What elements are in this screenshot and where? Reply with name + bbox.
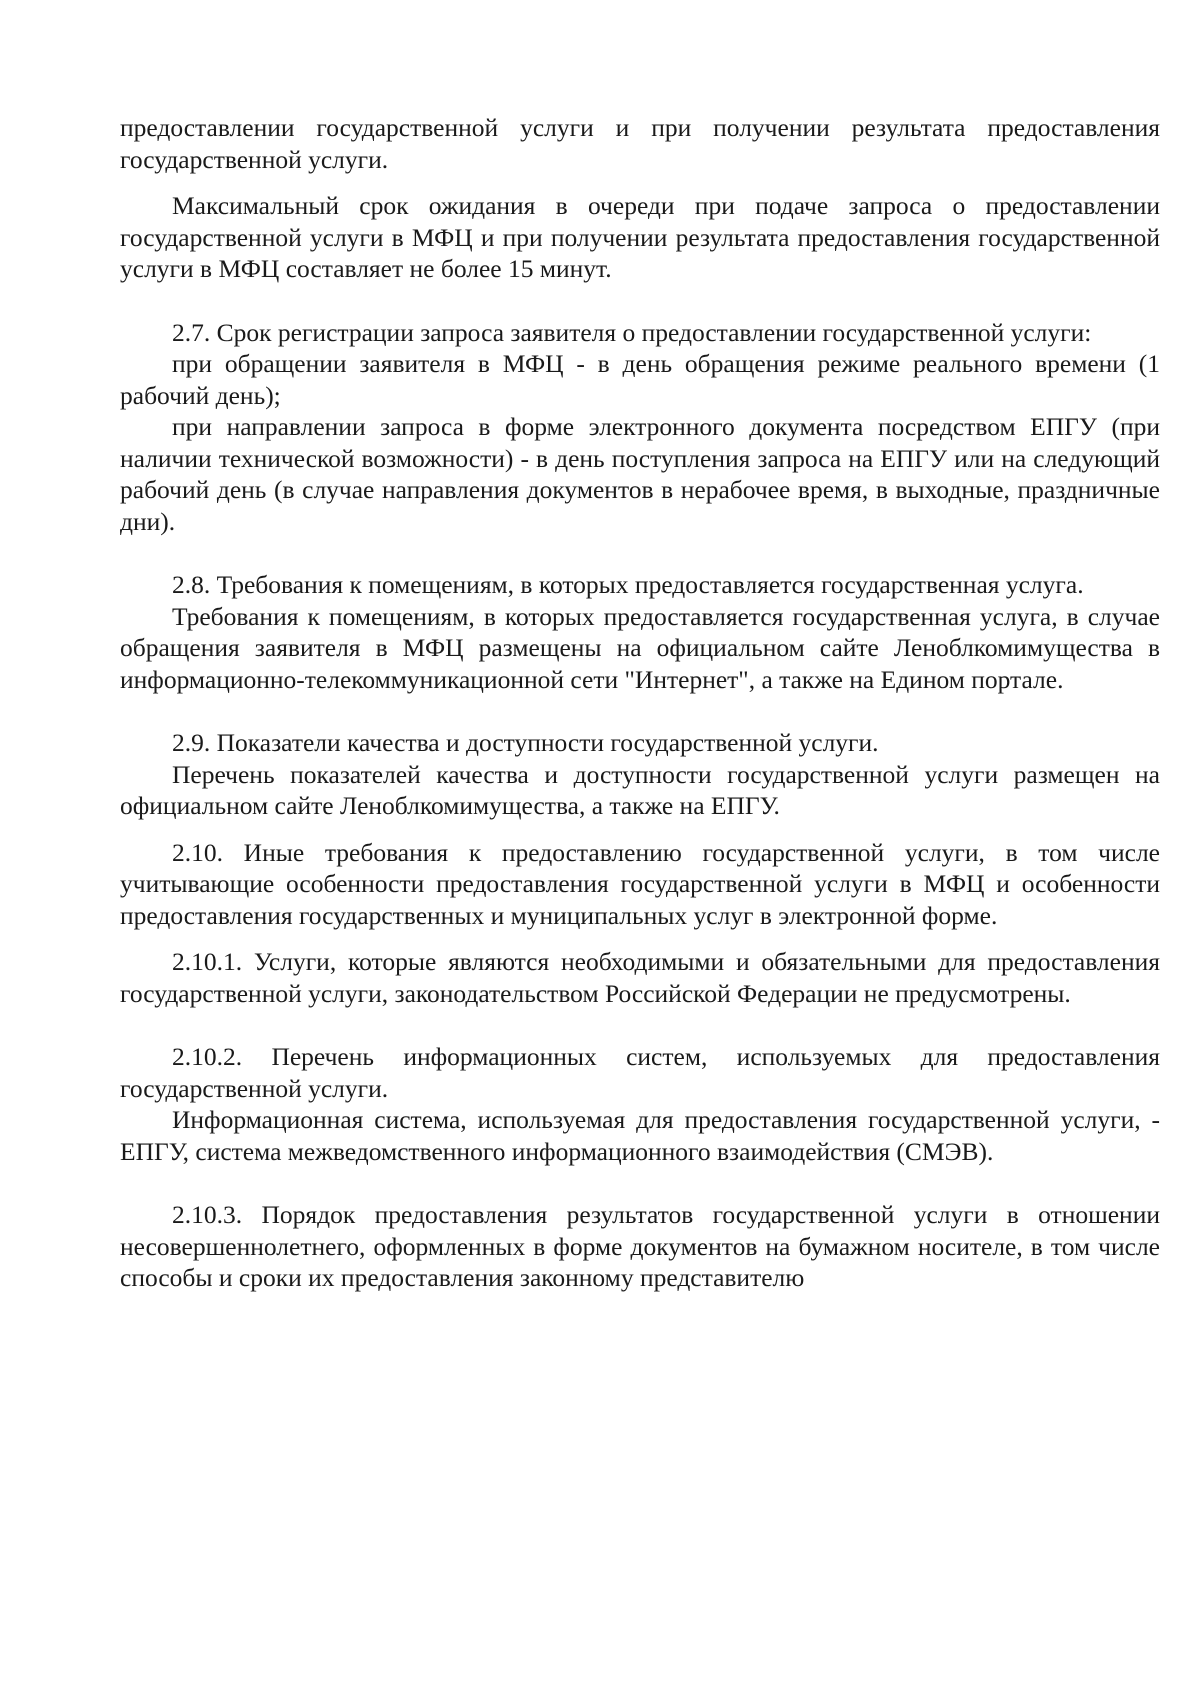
paragraph-2-10-3: 2.10.3. Порядок предоставления результатов государственной услуги в отношении несовершеннолетнего, оформленных в форме документов на бумажном носителе, в том числе способы и сроки их предоставления законному представителю xyxy=(120,1200,1160,1292)
paragraph-queue-time: Максимальный срок ожидания в очереди при подаче запроса о предоставлении государственной услуги в МФЦ и при получении результата предоставления государственной услуги в МФЦ составляет не более 15 минут. xyxy=(120,191,1160,283)
paragraph-continuation: предоставлении государственной услуги и при получении результата предоставления государственной услуги. xyxy=(120,113,1160,174)
paragraph-2-8-heading: 2.8. Требования к помещениям, в которых предоставляется государственная услуга. xyxy=(172,570,1084,599)
paragraph-2-10-2-body: Информационная система, используемая для предоставления государственной услуги, - ЕПГУ, система межведомственного информационного взаимодействия (СМЭВ). xyxy=(120,1105,1160,1166)
paragraph-2-8-body: Требования к помещениям, в которых предоставляется государственная услуга, в случае обращения заявителя в МФЦ размещены на официальном сайте Леноблкомимущества в информационно-телекоммуникационной сети "Интернет", а также на Едином портале. xyxy=(120,601,1160,694)
paragraph-2-9-body: Перечень показателей качества и доступности государственной услуги размещен на официальном сайте Леноблкомимущества, а также на ЕПГУ. xyxy=(120,759,1160,820)
paragraph-2-10-2-heading: 2.10.2. Перечень информационных систем, используемых для предоставления государственной услуги. xyxy=(120,1042,1160,1103)
paragraph-2-7-epgu: при направлении запроса в форме электронного документа посредством ЕПГУ (при наличии технической возможности) - в день поступления запроса на ЕПГУ или на следующий рабочий день (в случае направления документов в нерабочее время, в выходные, праздничные дни). xyxy=(120,412,1160,536)
paragraph-2-10-1: 2.10.1. Услуги, которые являются необходимыми и обязательными для предоставления государственной услуги, законодательством Российской Федерации не предусмотрены. xyxy=(120,947,1160,1008)
paragraph-2-9-heading: 2.9. Показатели качества и доступности государственной услуги. xyxy=(172,728,879,757)
paragraph-2-10-heading: 2.10. Иные требования к предоставлению государственной услуги, в том числе учитывающие особенности предоставления государственной услуги в МФЦ и особенности предоставления государственных и муниципальных услуг в электронной форме. xyxy=(120,837,1160,930)
paragraph-2-7-heading: 2.7. Срок регистрации запроса заявителя о предоставлении государственной услуги: xyxy=(172,317,1092,347)
paragraph-2-7-mfc: при обращении заявителя в МФЦ - в день обращения режиме реального времени (1 рабочий день); xyxy=(120,349,1160,410)
document-page xyxy=(120,112,1160,1294)
